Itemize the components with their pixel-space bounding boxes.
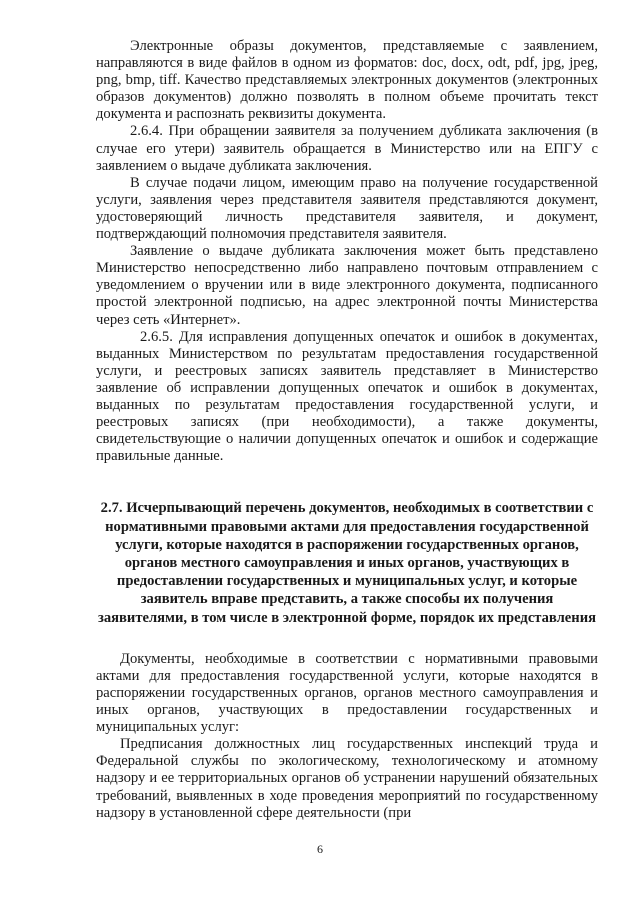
paragraph-representative: В случае подачи лицом, имеющим право на получение государственной услуги, заявления через представителя заявителя представляются документ, удостоверяющий личность представителя заявителя, и документ, подтверждающий полномочия представителя заявителя. [96,174,598,243]
paragraph-duplicate-submission: Заявление о выдаче дубликата заключения может быть представлено Министерство непосредственно либо направлено почтовым отправлением с уведомлением о вручении или в виде электронного документа, подписанного простой электронной подписью, на адрес электронной почты Министерства через сеть «Интернет». [96,243,598,328]
section-heading-2-7: 2.7. Исчерпывающий перечень документов, необходимых в соответствии с нормативными правовыми актами для предоставления государственной услуги, которые находятся в распоряжении государственных органов, органов местного самоуправления и иных органов, участвующих в предоставлении государственных и муниципальных услуг, и которые заявитель вправе представить, а также способы их получения заявителями, в том числе в электронной форме, порядок их представления [97,500,597,626]
paragraph-documents-list-intro: Документы, необходимые в соответствии с нормативными правовыми актами для предоставления государственной услуги, которые находятся в распоряжении государственных органов, органов местного самоуправления и иных органов, участвующих в предоставлении государственных и муниципальных услуг: [96,650,598,736]
paragraph-electronic-images: Электронные образы документов, представляемые с заявлением, направляются в виде файлов в одном из форматов: doc, docx, odt, pdf, jpg, jpeg, png, bmp, tiff. Качество представляемых электронных документов (электронных образов документов) должно позволять в полном объеме прочитать текст документа и распознать реквизиты документа. [96,38,598,123]
paragraph-2-6-5: 2.6.5. Для исправления допущенных опечаток и ошибок в документах, выданных Министерством по результатам предоставления государственной услуги, и реестровых записях заявитель представляет в Министерство заявление об исправлении допущенных опечаток и ошибок в документах, выданных по результатам предоставления государственной услуги, и реестровых записях (при необходимости), а также документы, свидетельствующие о наличии допущенных опечаток и ошибок и содержащие правильные данные. [96,328,598,465]
paragraph-2-6-4: 2.6.4. При обращении заявителя за получением дубликата заключения (в случае его утери) заявитель обращается в Министерство или на ЕПГУ с заявлением о выдаче дубликата заключения. [96,123,598,174]
paragraph-prescriptions: Предписания должностных лиц государственных инспекций труда и Федеральной службы по экологическому, технологическому и атомному надзору и ее территориальных органов об устранении нарушений обязательных требований, выявленных в ходе проведения мероприятий по государственному надзору в установленной сфере деятельности (при [96,736,598,821]
document-page [96,38,598,822]
page-number: 6 [317,842,323,856]
section-gap [96,627,598,651]
